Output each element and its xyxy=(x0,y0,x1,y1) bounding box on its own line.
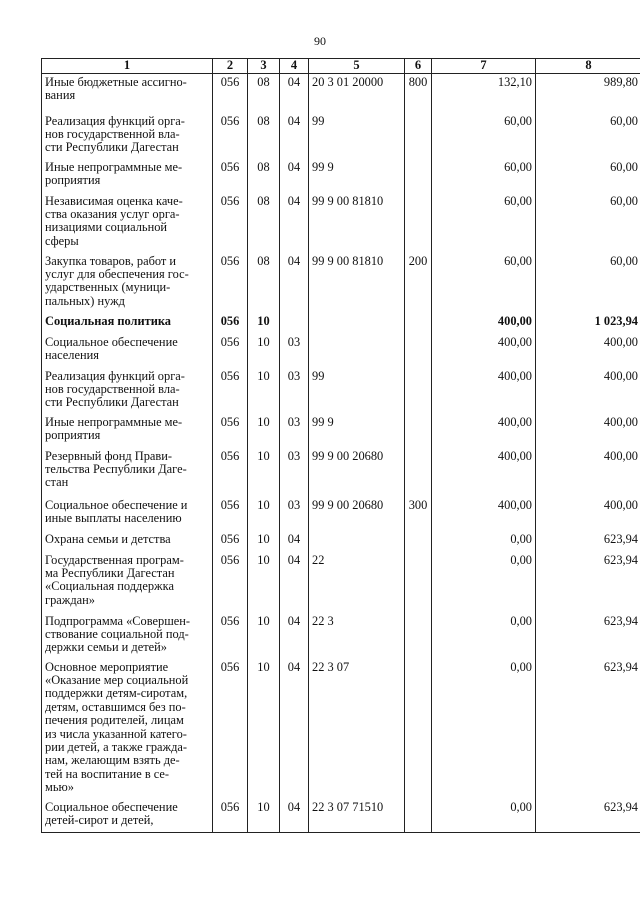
row-code-target: 99 9 00 20680 xyxy=(309,497,405,531)
row-code-expense-type xyxy=(405,799,432,833)
row-amount-year2: 1 023,94 xyxy=(536,313,640,334)
header-col-4: 4 xyxy=(280,59,309,74)
row-code-ministry: 056 xyxy=(213,448,248,497)
row-amount-year2: 60,00 xyxy=(536,113,640,159)
row-code-ministry: 056 xyxy=(213,113,248,159)
row-code-section: 10 xyxy=(248,531,280,552)
row-amount-year2: 400,00 xyxy=(536,414,640,448)
row-amount-year1: 60,00 xyxy=(432,253,536,313)
row-code-expense-type xyxy=(405,552,432,613)
table-row xyxy=(42,313,640,334)
row-code-ministry: 056 xyxy=(213,659,248,799)
row-amount-year1: 132,10 xyxy=(432,74,536,113)
row-code-target: 99 9 xyxy=(309,414,405,448)
row-amount-year1: 0,00 xyxy=(432,531,536,552)
header-col-2: 2 xyxy=(213,59,248,74)
row-code-ministry: 056 xyxy=(213,193,248,253)
row-code-subsection: 04 xyxy=(280,74,309,113)
row-code-subsection: 03 xyxy=(280,368,309,414)
row-code-subsection: 04 xyxy=(280,659,309,799)
row-name: Иные непрограммные ме- роприятия xyxy=(42,159,213,193)
row-code-section: 10 xyxy=(248,659,280,799)
row-code-section: 08 xyxy=(248,253,280,313)
row-code-section: 10 xyxy=(248,313,280,334)
header-col-8: 8 xyxy=(536,59,640,74)
table-row xyxy=(42,552,640,613)
row-code-target xyxy=(309,334,405,368)
row-code-target: 20 3 01 20000 xyxy=(309,74,405,113)
row-code-ministry: 056 xyxy=(213,368,248,414)
row-code-ministry: 056 xyxy=(213,313,248,334)
row-name: Подпрограмма «Совершен- ствование социальной под- держки семьи и детей» xyxy=(42,613,213,659)
row-amount-year2: 400,00 xyxy=(536,368,640,414)
header-col-5: 5 xyxy=(309,59,405,74)
table-row xyxy=(42,613,640,659)
row-amount-year1: 0,00 xyxy=(432,659,536,799)
row-code-section: 10 xyxy=(248,497,280,531)
header-col-7: 7 xyxy=(432,59,536,74)
row-code-ministry: 056 xyxy=(213,253,248,313)
row-code-ministry: 056 xyxy=(213,497,248,531)
row-code-section: 10 xyxy=(248,334,280,368)
row-code-subsection: 04 xyxy=(280,531,309,552)
row-name: Резервный фонд Прави- тельства Республики Даге- стан xyxy=(42,448,213,497)
row-code-expense-type xyxy=(405,613,432,659)
row-code-section: 08 xyxy=(248,74,280,113)
row-amount-year1: 0,00 xyxy=(432,613,536,659)
row-code-subsection: 03 xyxy=(280,414,309,448)
row-amount-year2: 623,94 xyxy=(536,799,640,833)
row-code-ministry: 056 xyxy=(213,74,248,113)
row-amount-year2: 60,00 xyxy=(536,159,640,193)
row-amount-year1: 400,00 xyxy=(432,313,536,334)
row-name: Охрана семьи и детства xyxy=(42,531,213,552)
budget-table xyxy=(41,58,640,833)
row-code-subsection: 03 xyxy=(280,448,309,497)
row-code-expense-type xyxy=(405,334,432,368)
row-amount-year2: 400,00 xyxy=(536,448,640,497)
row-code-subsection: 03 xyxy=(280,334,309,368)
row-name: Государственная програм- ма Республики Дагестан «Социальная поддержка граждан» xyxy=(42,552,213,613)
row-code-expense-type xyxy=(405,313,432,334)
row-code-section: 08 xyxy=(248,193,280,253)
row-code-target: 99 9 xyxy=(309,159,405,193)
row-code-expense-type: 200 xyxy=(405,253,432,313)
row-code-target: 22 3 xyxy=(309,613,405,659)
table-row xyxy=(42,74,640,113)
row-code-section: 10 xyxy=(248,799,280,833)
row-code-expense-type: 300 xyxy=(405,497,432,531)
row-amount-year1: 400,00 xyxy=(432,368,536,414)
row-code-target: 22 3 07 xyxy=(309,659,405,799)
row-code-subsection: 04 xyxy=(280,552,309,613)
row-code-expense-type xyxy=(405,368,432,414)
row-code-expense-type xyxy=(405,448,432,497)
row-name: Независимая оценка каче- ства оказания услуг орга- низациями социальной сферы xyxy=(42,193,213,253)
row-code-expense-type xyxy=(405,159,432,193)
row-code-ministry: 056 xyxy=(213,613,248,659)
row-code-target: 99 9 00 81810 xyxy=(309,193,405,253)
row-code-ministry: 056 xyxy=(213,159,248,193)
row-amount-year1: 60,00 xyxy=(432,193,536,253)
row-code-subsection xyxy=(280,313,309,334)
row-code-subsection: 04 xyxy=(280,159,309,193)
row-amount-year1: 60,00 xyxy=(432,159,536,193)
table-row xyxy=(42,414,640,448)
row-code-expense-type xyxy=(405,659,432,799)
page-number: 90 xyxy=(314,34,326,48)
header-col-1: 1 xyxy=(42,59,213,74)
row-amount-year1: 0,00 xyxy=(432,799,536,833)
row-code-expense-type xyxy=(405,113,432,159)
row-amount-year1: 400,00 xyxy=(432,414,536,448)
row-code-target: 22 3 07 71510 xyxy=(309,799,405,833)
row-code-ministry: 056 xyxy=(213,799,248,833)
row-code-target: 99 9 00 20680 xyxy=(309,448,405,497)
row-name: Социальное обеспечение населения xyxy=(42,334,213,368)
table-row xyxy=(42,253,640,313)
row-code-section: 10 xyxy=(248,368,280,414)
row-code-target: 99 9 00 81810 xyxy=(309,253,405,313)
row-code-ministry: 056 xyxy=(213,552,248,613)
table-row xyxy=(42,531,640,552)
table-row xyxy=(42,448,640,497)
row-amount-year2: 623,94 xyxy=(536,613,640,659)
row-code-section: 10 xyxy=(248,613,280,659)
row-amount-year2: 400,00 xyxy=(536,497,640,531)
row-amount-year2: 623,94 xyxy=(536,659,640,799)
table-row xyxy=(42,368,640,414)
row-code-subsection: 04 xyxy=(280,253,309,313)
table-row xyxy=(42,799,640,833)
row-amount-year2: 623,94 xyxy=(536,552,640,613)
row-amount-year2: 989,80 xyxy=(536,74,640,113)
row-name: Реализация функций орга- нов государственной вла- сти Республики Дагестан xyxy=(42,113,213,159)
row-name: Социальная политика xyxy=(42,313,213,334)
row-amount-year1: 60,00 xyxy=(432,113,536,159)
table-body xyxy=(42,74,640,833)
row-name: Социальное обеспечение и иные выплаты населению xyxy=(42,497,213,531)
row-name: Основное мероприятие «Оказание мер социальной поддержки детям-сиротам, детям, оставшимся без по- печения родителей, лицам из числа указанной катего- рии детей, а также гражда- нам, желающим взять де- тей на воспитание в се- мью» xyxy=(42,659,213,799)
row-code-section: 08 xyxy=(248,159,280,193)
row-code-subsection: 03 xyxy=(280,497,309,531)
header-row xyxy=(42,59,640,74)
row-code-subsection: 04 xyxy=(280,113,309,159)
row-code-target: 99 xyxy=(309,368,405,414)
row-name: Закупка товаров, работ и услуг для обеспечения гос- ударственных (муници- пальных) нужд xyxy=(42,253,213,313)
row-code-subsection: 04 xyxy=(280,613,309,659)
table-row xyxy=(42,659,640,799)
table-row xyxy=(42,497,640,531)
row-name: Иные непрограммные ме- роприятия xyxy=(42,414,213,448)
table-row xyxy=(42,334,640,368)
header-col-3: 3 xyxy=(248,59,280,74)
row-amount-year1: 0,00 xyxy=(432,552,536,613)
row-code-subsection: 04 xyxy=(280,193,309,253)
row-code-target: 99 xyxy=(309,113,405,159)
row-amount-year2: 400,00 xyxy=(536,334,640,368)
row-code-expense-type: 800 xyxy=(405,74,432,113)
row-code-ministry: 056 xyxy=(213,531,248,552)
row-code-expense-type xyxy=(405,414,432,448)
row-name: Иные бюджетные ассигно- вания xyxy=(42,74,213,113)
row-code-section: 10 xyxy=(248,448,280,497)
table-row xyxy=(42,159,640,193)
row-amount-year2: 623,94 xyxy=(536,531,640,552)
row-code-section: 10 xyxy=(248,414,280,448)
row-code-expense-type xyxy=(405,531,432,552)
table-row xyxy=(42,193,640,253)
row-code-section: 10 xyxy=(248,552,280,613)
row-code-subsection: 04 xyxy=(280,799,309,833)
row-code-section: 08 xyxy=(248,113,280,159)
row-code-ministry: 056 xyxy=(213,414,248,448)
header-col-6: 6 xyxy=(405,59,432,74)
row-amount-year2: 60,00 xyxy=(536,253,640,313)
row-name: Социальное обеспечение детей-сирот и детей, xyxy=(42,799,213,833)
row-amount-year1: 400,00 xyxy=(432,448,536,497)
row-amount-year2: 60,00 xyxy=(536,193,640,253)
table-row xyxy=(42,113,640,159)
row-name: Реализация функций орга- нов государственной вла- сти Республики Дагестан xyxy=(42,368,213,414)
row-code-target xyxy=(309,531,405,552)
row-code-ministry: 056 xyxy=(213,334,248,368)
row-code-target xyxy=(309,313,405,334)
row-amount-year1: 400,00 xyxy=(432,334,536,368)
row-code-target: 22 xyxy=(309,552,405,613)
row-amount-year1: 400,00 xyxy=(432,497,536,531)
row-code-expense-type xyxy=(405,193,432,253)
